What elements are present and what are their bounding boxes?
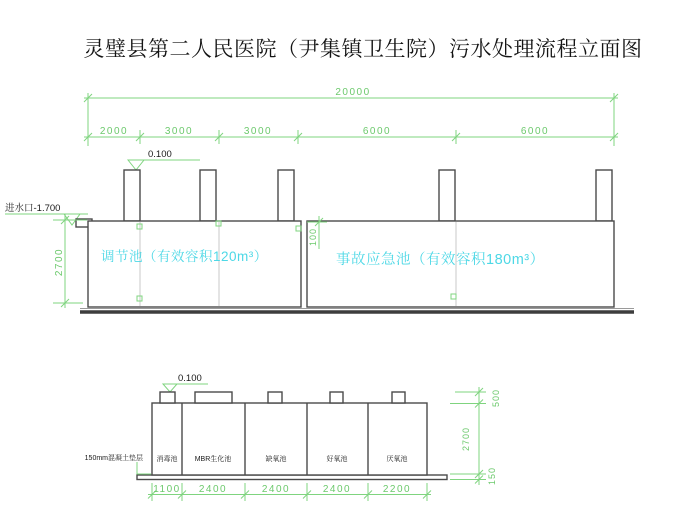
tank-cover <box>195 392 232 403</box>
width-dim-label: 2400 <box>322 484 352 495</box>
upper-base-slab <box>80 309 634 313</box>
cell-label: 缺氧池 <box>265 456 287 463</box>
cell-label: 好氧池 <box>326 456 348 463</box>
width-dim-label: 1100 <box>153 484 181 495</box>
width-dim-label: 2400 <box>198 484 228 495</box>
cover-height-label: 500 <box>491 388 501 408</box>
upper-depth-dimension <box>53 214 87 308</box>
segment-dim-label: 6000 <box>362 126 392 137</box>
lower-tank <box>137 392 447 480</box>
tank-cover <box>330 392 343 403</box>
column <box>278 170 294 221</box>
depth-dim-label: 2700 <box>54 247 65 277</box>
upper-elevation-marker <box>128 149 200 170</box>
upper-segment-dimensions <box>84 93 618 146</box>
regulating-tank-label: 调节池（有效容积120m³） <box>101 249 268 264</box>
width-dim-label: 2400 <box>261 484 291 495</box>
tank-cover <box>392 392 405 403</box>
gap-dim-label: 100 <box>308 227 318 247</box>
upper-elevation-label: 0.100 <box>148 149 172 160</box>
column <box>439 170 455 221</box>
segment-dim-label: 6000 <box>520 126 550 137</box>
inlet-marker <box>5 202 92 227</box>
column <box>200 170 216 221</box>
page-title: 灵璧县第二人民医院（尹集镇卫生院）污水处理流程立面图 <box>83 37 643 61</box>
column <box>124 170 140 221</box>
cell-label: 厌氧池 <box>386 456 408 463</box>
regulating-tank-outline <box>88 221 301 307</box>
lower-elevation-marker <box>163 373 208 392</box>
slab-thickness-label: 150 <box>487 466 497 486</box>
base-note <box>85 453 151 474</box>
lower-height-dimensions <box>450 387 501 485</box>
elevation-triangle-icon <box>128 160 144 170</box>
elevation-triangle-icon <box>163 384 177 392</box>
base-note-label: 150mm混凝土垫层 <box>84 455 143 462</box>
lower-width-dimensions <box>148 483 431 501</box>
width-dim-label: 2200 <box>382 484 412 495</box>
cell-label: 消毒池 <box>156 456 178 463</box>
inlet-label: 进水口-1.700 <box>5 203 61 214</box>
emergency-tank-label: 事故应急池（有效容积180m³） <box>336 252 545 268</box>
segment-dim-label: 2000 <box>99 126 129 137</box>
segment-dim-label: 3000 <box>164 126 194 137</box>
column <box>596 170 612 221</box>
total-dim-label: 20000 <box>335 87 371 98</box>
lower-elevation-label: 0.100 <box>178 373 202 384</box>
tank-depth-label: 2700 <box>461 426 471 452</box>
tank-cover <box>160 392 175 403</box>
cell-label: MBR生化池 <box>194 456 232 463</box>
upper-total-dimension <box>84 87 618 102</box>
tank-columns <box>124 170 612 221</box>
leader-line <box>137 462 151 474</box>
tank-cover <box>268 392 282 403</box>
segment-dim-label: 3000 <box>243 126 273 137</box>
lower-tank-outline <box>152 403 427 475</box>
